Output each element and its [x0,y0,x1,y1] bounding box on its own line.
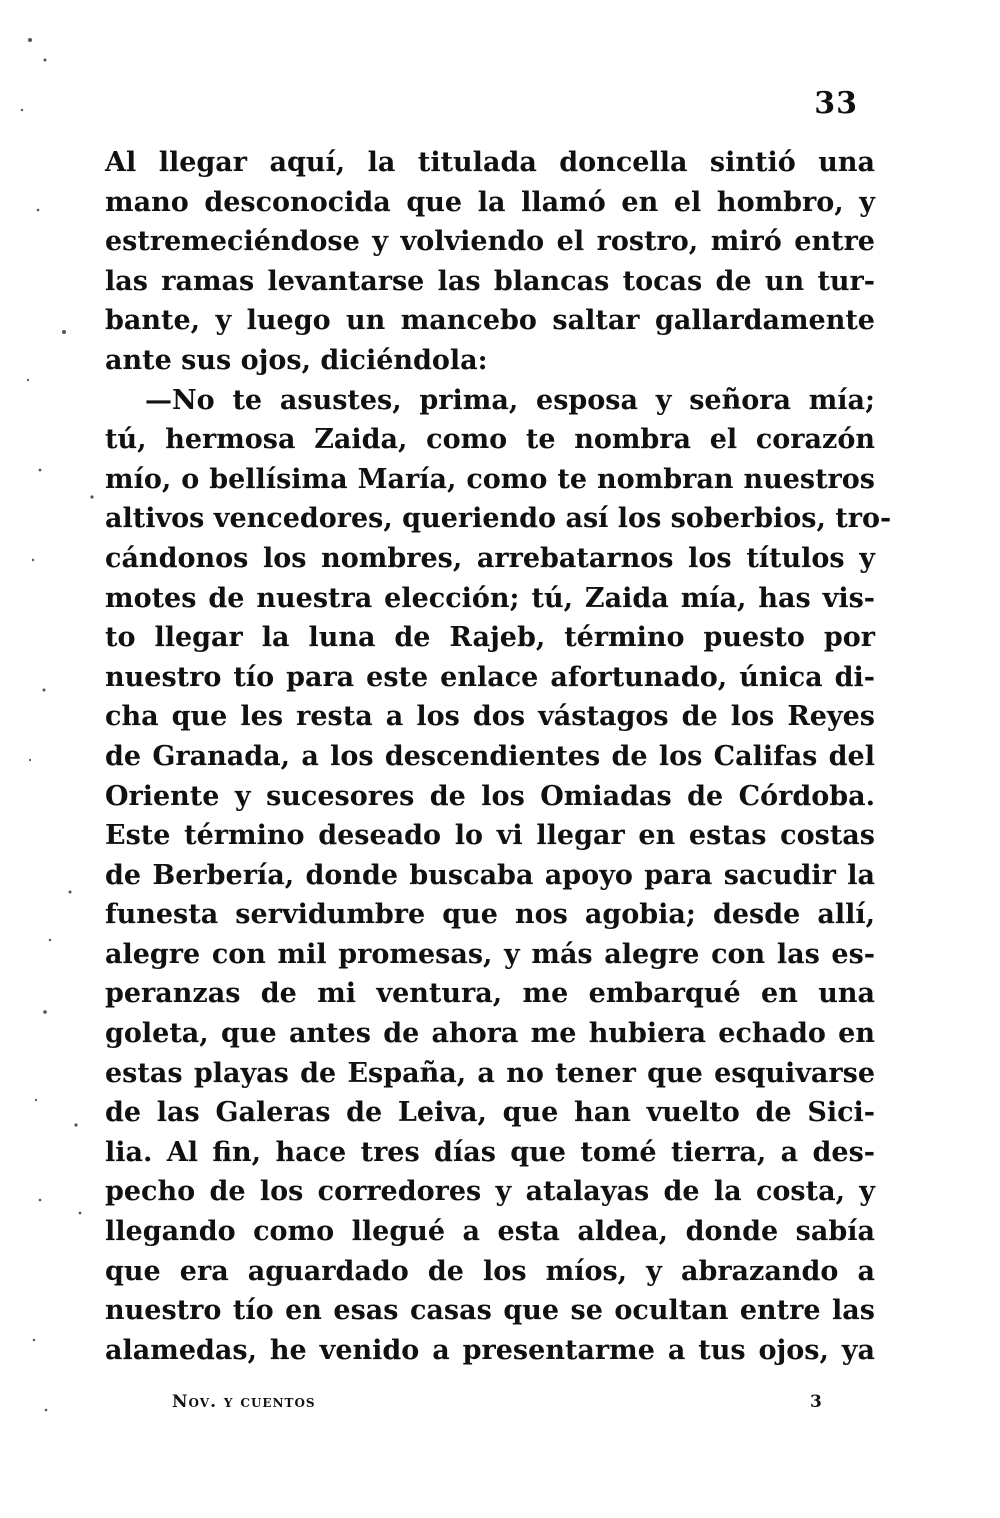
text-line: lia. Al fin, hace tres días que tomé tierra, a des- [105,1136,875,1168]
margin-scan-speckles [0,0,100,1518]
text-line: pecho de los corredores y atalayas de la costa, y [105,1176,875,1208]
text-line: cha que les resta a los dos vástagos de los Reyes [105,701,875,733]
text-line: funesta servidumbre que nos agobia; desde allí, [105,899,875,931]
text-line: goleta, que antes de ahora me hubiera echado en [105,1018,875,1050]
text-line: cándonos los nombres, arrebatarnos los títulos y [105,542,875,574]
text-line: mío, o bellísima María, como te nombran nuestros [105,463,875,495]
body-text [105,143,892,1370]
text-line: que era aguardado de los míos, y abrazando a [105,1255,875,1287]
text-line: las ramas levantarse las blancas tocas de un tur- [105,265,875,297]
footer-signature-text: Nov. y cuentos [172,1392,316,1412]
text-line: estremeciéndose y volviendo el rostro, miró entre [105,226,875,258]
text-line: altivos vencedores, queriendo así los soberbios, tro- [105,503,892,535]
text-line: tú, hermosa Zaida, como te nombra el corazón [105,424,875,456]
text-line: de Granada, a los descendientes de los Califas del [105,740,875,772]
text-line: alegre con mil promesas, y más alegre con las es- [105,938,875,970]
text-line: mano desconocida que la llamó en el hombro, y [105,186,875,218]
text-line: llegando como llegué a esta aldea, donde sabía [105,1216,875,1248]
page-number: 33 [814,86,858,121]
text-line: Oriente y sucesores de los Omiadas de Córdoba. [105,780,875,812]
text-line: nuestro tío para este enlace afortunado, única di- [105,661,875,693]
text-line: estas playas de España, a no tener que esquivarse [105,1057,875,1089]
text-line: nuestro tío en esas casas que se ocultan entre las [105,1295,875,1327]
text-line: Al llegar aquí, la titulada doncella sintió una [105,147,875,178]
text-line: —No te asustes, prima, esposa y señora mía; [145,384,875,416]
text-line: bante, y luego un mancebo saltar gallardamente [105,305,875,337]
text-line: de las Galeras de Leiva, que han vuelto de Sici- [105,1097,875,1129]
footer-sheet-number: 3 [810,1392,822,1412]
text-line: motes de nuestra elección; tú, Zaida mía, has vis- [105,582,875,614]
footer-signature [172,1392,316,1412]
text-line: ante sus ojos, diciéndola: [105,344,488,376]
text-line: peranzas de mi ventura, me embarqué en una [105,978,875,1010]
text-line: to llegar la luna de Rajeb, término puesto por [105,622,875,654]
text-line: Este término deseado lo vi llegar en estas costas [105,820,875,852]
text-line: alamedas, he venido a presentarme a tus ojos, ya [105,1334,875,1366]
text-line: de Berbería, donde buscaba apoyo para sacudir la [105,859,875,891]
